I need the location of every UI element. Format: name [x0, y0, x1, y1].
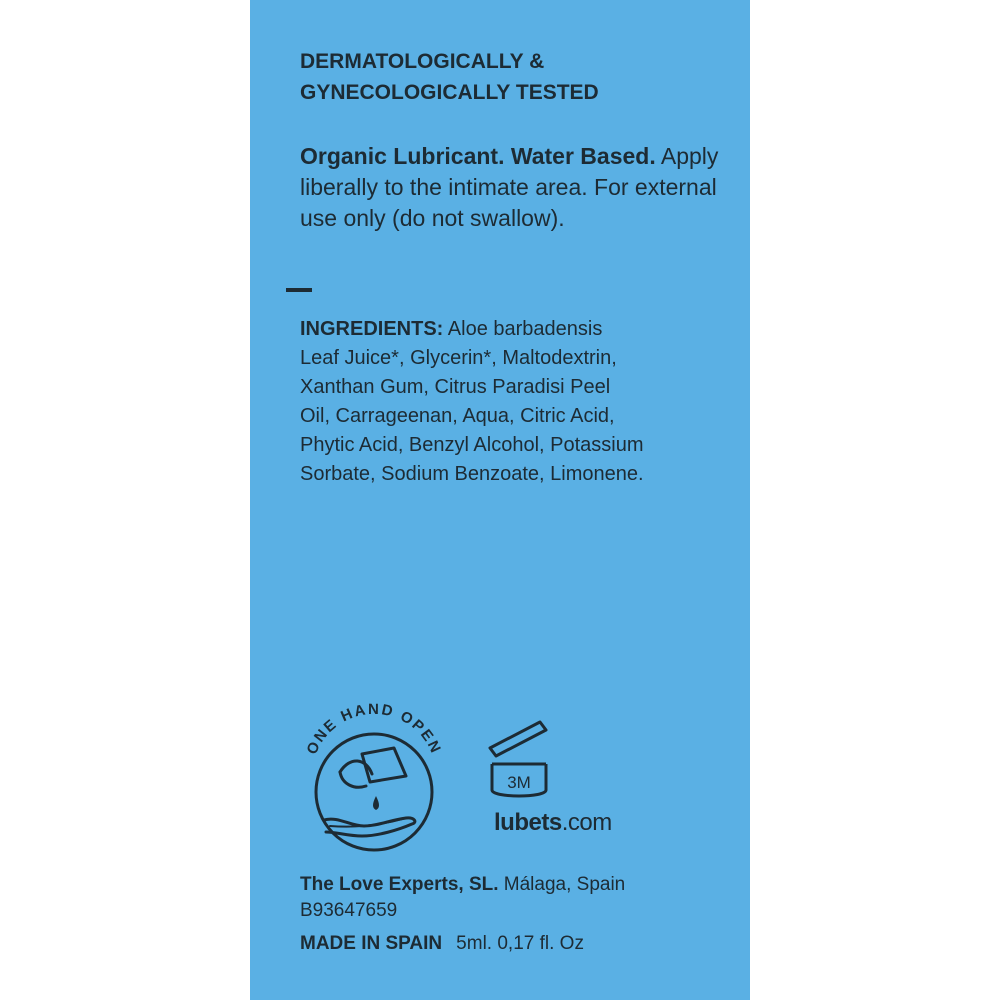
company-id: B93647659	[300, 900, 398, 921]
tested-claim	[300, 46, 599, 108]
website-brand: lubets	[494, 809, 562, 836]
tested-claim-line-2: GYNECOLOGICALLY TESTED	[300, 81, 599, 104]
made-in-label: MADE IN SPAIN	[300, 933, 443, 954]
usage-instructions	[300, 141, 750, 234]
ingredients-line: Leaf Juice*, Glycerin*, Maltodextrin,	[300, 347, 617, 369]
website-tld: .com	[561, 809, 612, 836]
usage-text: Apply liberally to the intimate area. For external use only (do not swallow).	[300, 143, 719, 231]
section-divider	[286, 288, 312, 292]
one-hand-open-text: ONE HAND OPEN	[303, 700, 445, 758]
period-after-opening-icon	[486, 714, 556, 800]
pao-text: 3M	[507, 773, 531, 792]
origin-volume	[300, 931, 584, 957]
company-name: The Love Experts, SL.	[300, 874, 499, 895]
company-city: Málaga, Spain	[503, 874, 626, 895]
ingredients-line: Oil, Carrageenan, Aqua, Citric Acid,	[300, 405, 615, 427]
ingredients-list	[300, 315, 644, 489]
ingredients-line: Phytic Acid, Benzyl Alcohol, Potassium	[300, 434, 644, 456]
ingredients-line: Aloe barbadensis	[447, 318, 603, 340]
website	[494, 808, 612, 838]
one-hand-open-icon	[294, 692, 454, 852]
svg-text:ONE HAND OPEN	[303, 701, 444, 757]
company-info	[300, 872, 625, 924]
tested-claim-line-1: DERMATOLOGICALLY &	[300, 50, 545, 73]
volume-text: 5ml. 0,17 fl. Oz	[456, 933, 584, 954]
ingredients-line: Xanthan Gum, Citrus Paradisi Peel	[300, 376, 611, 398]
product-label-panel	[250, 0, 750, 1000]
ingredients-label: INGREDIENTS:	[300, 318, 444, 340]
ingredients-line: Sorbate, Sodium Benzoate, Limonene.	[300, 463, 644, 485]
product-type: Organic Lubricant. Water Based.	[300, 143, 656, 169]
